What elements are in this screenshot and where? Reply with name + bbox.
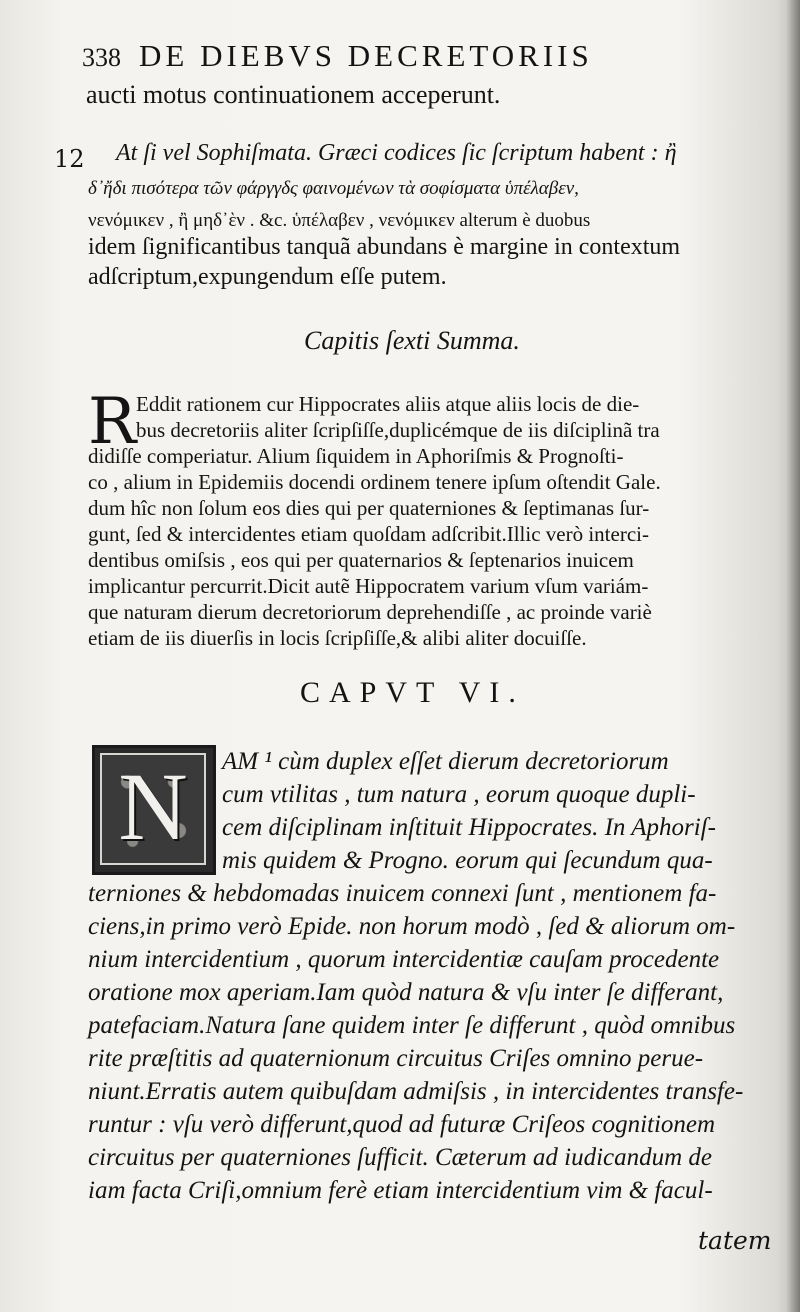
chapter-line: circuitus per quaterniones ſufficit. Cæterum ad iudicandum de — [88, 1144, 713, 1171]
summary-drop-cap: R — [88, 385, 137, 459]
chapter-line: iam facta Criſi,omnium ferè etiam intercidentium vim & facul- — [88, 1177, 713, 1204]
chapter-line: nium intercidentium , quorum intercidentiæ cauſam procedente — [88, 946, 720, 973]
initial-ornament — [100, 753, 206, 865]
summary-line: etiam de iis diuerſis in locis ſcripſiſſe,& alibi aliter docuiſſe. — [88, 626, 587, 650]
chapter-line: niunt.Erratis autem quibuſdam admiſsis , in intercidentes transfe- — [88, 1078, 744, 1105]
summary-line: implicantur percurrit.Dicit autẽ Hippocratem varium vſum variám- — [88, 574, 649, 598]
chapter-line: cum vtilitas , tum natura , eorum quoque dupli- — [222, 781, 696, 808]
summary-line: dentibus omiſsis , eos qui per quaternarios & ſeptenarios inuicem — [88, 548, 634, 572]
note-line: adſcriptum,expungendum eſſe putem. — [88, 264, 447, 290]
chapter-line: patefaciam.Natura ſane quidem inter ſe differunt , quòd omnibus — [88, 1012, 736, 1039]
chapter-line: terniones & hebdomadas inuicem connexi ſunt , mentionem fa- — [88, 880, 717, 907]
chapter-line: rite præſtitis ad quaternionum circuitus Criſes omnino perue- — [88, 1045, 704, 1072]
summary-title: Capitis ſexti Summa. — [304, 326, 520, 355]
summary-line: que naturam dierum decretoriorum deprehendiſſe , ac proinde variè — [88, 600, 652, 624]
note-line: δ᾽ἤδι πισότερα τῶν φάργγδς φαινομένων τὰ σοφίσματα ὑπέλαβεν, — [88, 178, 579, 199]
decorated-initial — [92, 745, 216, 875]
catchword: tatem — [698, 1226, 772, 1255]
initial-letter: N — [118, 753, 188, 860]
chapter-line: ciens,in primo verò Epide. non horum modò , ſed & aliorum om- — [88, 913, 736, 940]
chapter-line: cem diſciplinam inſtituit Hippocrates. In Aphoriſ- — [222, 814, 716, 841]
running-head — [82, 38, 593, 74]
chapter-heading: CAPVT VI. — [300, 676, 525, 709]
summary-line: dum hîc non ſolum eos dies qui per quaterniones & ſeptimanas ſur- — [88, 496, 650, 520]
page-number: 338 — [82, 43, 121, 72]
note-number: 12 — [54, 145, 85, 173]
chapter-line: oratione mox aperiam.Iam quòd natura & vſu inter ſe differant, — [88, 979, 724, 1006]
note-line: νενόμικεν , ἢ μηδ᾽ὲν . &c. ὑπέλαβεν , νενόμικεν alterum è duobus — [88, 210, 591, 231]
chapter-line: mis quidem & Progno. eorum qui ſecundum qua- — [222, 847, 713, 874]
summary-line: Eddit rationem cur Hippocrates aliis atque aliis locis de die- — [136, 392, 640, 416]
running-title: DE DIEBVS DECRETORIIS — [139, 38, 593, 73]
summary-line: didiſſe comperiatur. Alium ſiquidem in Aphoriſmis & Prognoſti- — [88, 444, 624, 468]
summary-line: gunt, ſed & intercidentes etiam quoſdam adſcribit.Illic verò interci- — [88, 522, 649, 546]
note-line: At ſi vel Sophiſmata. Græci codices ſic ſcriptum habent : ἢ — [116, 140, 677, 166]
summary-line: co , alium in Epidemiis docendi ordinem tenere ipſum oſtendit Gale. — [88, 470, 661, 494]
page-edge-shadow — [786, 0, 800, 1312]
intro-line: aucti motus continuationem acceperunt. — [86, 80, 501, 109]
chapter-line: AM ¹ cùm duplex eſſet dierum decretoriorum — [222, 748, 669, 775]
summary-line: bus decretoriis aliter ſcripſiſſe,duplicémque de iis diſciplinã tra — [136, 418, 660, 442]
chapter-line: runtur : vſu verò differunt,quod ad futuræ Criſeos cognitionem — [88, 1111, 716, 1138]
note-line: idem ſignificantibus tanquã abundans è margine in contextum — [88, 234, 681, 260]
